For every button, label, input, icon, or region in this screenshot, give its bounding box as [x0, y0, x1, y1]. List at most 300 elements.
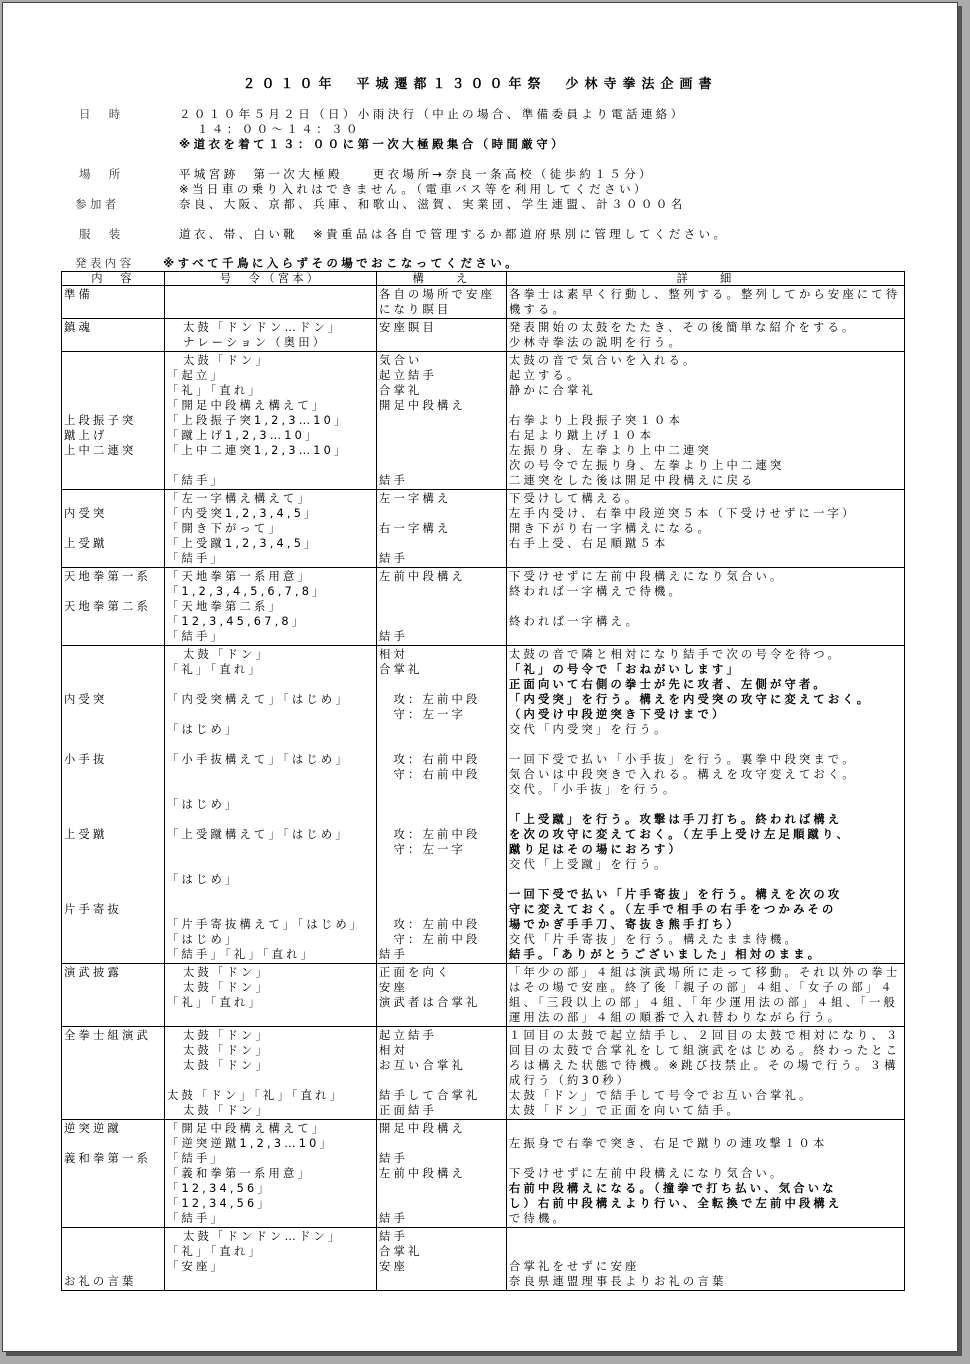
cell-line: 「小手抜構えて」「はじめ」 — [167, 753, 350, 766]
cell-line — [64, 842, 162, 857]
cell-line — [64, 1259, 162, 1274]
cell-line — [64, 398, 162, 413]
cell-line: 合掌礼 — [379, 1245, 423, 1258]
table-row — [62, 646, 905, 964]
cell-line: 次の号令で左振り身、左拳より上中二連突 — [509, 459, 785, 472]
cell-line: 「結手」 — [167, 474, 225, 487]
cell-line — [379, 413, 504, 428]
cell-line — [379, 782, 504, 797]
cell-line: 安座 — [379, 1260, 408, 1273]
cell-line — [379, 614, 504, 629]
cell-line — [509, 551, 902, 566]
cell-line — [167, 458, 374, 473]
cell-line: 「安座」 — [167, 1260, 225, 1273]
cell-line: 上受蹴 — [64, 828, 108, 841]
stance-cell — [377, 1228, 507, 1291]
stance-cell — [377, 490, 507, 568]
cell-line: 片手寄抜 — [64, 903, 122, 916]
cell-line — [509, 1229, 902, 1244]
cell-line: 「礼」「直れ」 — [167, 996, 263, 1009]
cell-line — [64, 857, 162, 872]
cell-line — [379, 857, 504, 872]
cell-line — [509, 629, 902, 644]
cell-line: 開足中段構え — [379, 1122, 466, 1135]
cell-line: 内受突 — [64, 507, 108, 520]
cell-line: 「上受蹴構えて」「はじめ」 — [167, 828, 350, 841]
cell-line: ナレーション（奥田） — [183, 336, 328, 349]
cell-line: 開足中段構え — [379, 399, 466, 412]
cell-line: 「開足中段構え構えて」 — [167, 399, 327, 412]
cell-line — [64, 707, 162, 722]
cell-line: 準備 — [64, 288, 93, 301]
header-content: 内 容 — [62, 272, 165, 286]
cell-line — [167, 782, 374, 797]
cell-line — [167, 767, 374, 782]
detail-cell — [507, 568, 905, 646]
cell-line: 太鼓「ドン」 — [183, 1059, 270, 1072]
document-page — [2, 2, 958, 1352]
detail-cell — [507, 286, 905, 319]
cell-line: （内受け中段逆突き下受けまで） — [509, 708, 727, 721]
cell-line: お礼の言葉 — [64, 1275, 137, 1288]
cell-line — [379, 1196, 504, 1211]
attire-label: 服 装 — [79, 227, 124, 241]
cell-line — [64, 782, 162, 797]
cell-line — [64, 584, 162, 599]
cell-line — [379, 722, 504, 737]
cell-line: 結手 — [379, 1230, 408, 1243]
cell-line — [379, 428, 504, 443]
cell-line — [167, 887, 374, 902]
cell-line: 終われば一字構え。 — [509, 615, 641, 628]
cell-line — [379, 458, 504, 473]
place-note: ※当日車の乗り入れはできません。（電車バス等を利用してください） — [179, 182, 649, 196]
cell-line: 場でかぎ手手刀、寄抜き熊手打ち） — [509, 918, 741, 931]
cell-line: 「12,34,56」 — [167, 1182, 272, 1195]
assembly-note: ※道衣を着て１３：００に第一次大極殿集合（時間厳守） — [179, 137, 567, 151]
cell-line — [167, 707, 374, 722]
content-cell — [62, 319, 165, 352]
table-row — [62, 1027, 905, 1120]
cell-line: 「天地拳第二系」 — [167, 600, 283, 613]
cell-line — [64, 647, 162, 662]
place-value: 平城宮跡 第一次大極殿 更衣場所→奈良一条高校（徒歩約１５分） — [179, 167, 654, 181]
cell-line — [509, 1121, 902, 1136]
cell-line: 「逆突逆蹴1,2,3…10」 — [167, 1137, 334, 1150]
cell-line: 攻：右前中段 — [379, 753, 481, 766]
cell-line: 蹴上げ — [64, 429, 108, 442]
cell-line — [379, 812, 504, 827]
detail-cell — [507, 352, 905, 490]
cell-line — [64, 1244, 162, 1259]
cell-line: 開き下がり右一字構えになる。 — [509, 522, 712, 535]
content-cell — [62, 286, 165, 319]
cell-line: 「はじめ」 — [167, 873, 240, 886]
cell-line: 終われば一字構えで待機。 — [509, 585, 683, 598]
cell-line: 「はじめ」 — [167, 933, 240, 946]
cell-line — [379, 1181, 504, 1196]
cell-line: 演武者は合掌礼 — [379, 996, 481, 1009]
cell-line: 下受けせずに左前中段構えになり気合い。 — [509, 570, 785, 583]
header-command: 号 令（宮本） — [165, 272, 377, 286]
content-cell — [62, 490, 165, 568]
cell-line: 下受けして構える。 — [509, 492, 640, 505]
header-stance: 構 え — [377, 272, 507, 286]
cell-line: 左前中段構え — [379, 1167, 466, 1180]
stance-cell — [377, 568, 507, 646]
cell-line — [64, 737, 162, 752]
cell-line: 交代。「小手抜」を行う。 — [509, 783, 678, 796]
content-cell — [62, 568, 165, 646]
command-cell — [165, 1120, 377, 1228]
cell-line: 一回下受で払い「小手抜」を行う。裏拳中段突まで。 — [509, 753, 857, 766]
content-cell — [62, 1120, 165, 1228]
cell-line: 「開き下がって」 — [167, 522, 283, 535]
cell-line — [167, 902, 374, 917]
table-row — [62, 964, 905, 1027]
cell-line: 静かに合掌礼 — [509, 384, 596, 397]
cell-line — [64, 932, 162, 947]
cell-line — [64, 1136, 162, 1151]
cell-line: お互い合掌礼 — [379, 1059, 466, 1072]
cell-line: 天地拳第一系 — [64, 570, 151, 583]
cell-line: 天地拳第二系 — [64, 600, 151, 613]
command-cell — [165, 1027, 377, 1120]
cell-line — [64, 1229, 162, 1244]
cell-line: 結手 — [379, 1152, 408, 1165]
cell-line: 「上受蹴1,2,3,4,5」 — [167, 537, 319, 550]
event-info — [3, 3, 957, 273]
program-label: 発表内容 — [75, 256, 135, 270]
cell-line: 「年少の部」４組は演武場所に走って移動。それ以外の拳士はその場で安座。終了後「親子の部」４組、「女子の部」４組、「三段以上の部」４組、「年少運用法の部」４組、「一般運用法の部」４組の順番で入れ替わりながら行う。 — [509, 966, 901, 1024]
cell-line: 太鼓「ドン」「礼」「直れ」 — [167, 1089, 345, 1102]
cell-line — [167, 812, 374, 827]
cell-line — [64, 887, 162, 902]
cell-line — [379, 536, 504, 551]
cell-line: 太鼓「ドン」 — [183, 1029, 270, 1042]
cell-line — [64, 722, 162, 737]
cell-line — [167, 1073, 374, 1088]
cell-line: 「礼」「直れ」 — [167, 1245, 263, 1258]
cell-line: 正面結手 — [379, 1104, 437, 1117]
cell-line — [509, 737, 902, 752]
cell-line: で待機。 — [509, 1212, 567, 1225]
command-cell — [165, 352, 377, 490]
cell-line: 下受けせずに左前中段構えになり気合い。 — [509, 1167, 785, 1180]
cell-line — [64, 368, 162, 383]
cell-line: 発表開始の太鼓をたたき、その後簡単な紹介をする。 — [509, 321, 857, 334]
cell-line: 「1,2,3,4,5,6,7,8」 — [167, 585, 327, 598]
cell-line: 交代「上受蹴」を行う。 — [509, 858, 669, 871]
cell-line — [64, 677, 162, 692]
cell-line: 義和拳第一系 — [64, 1152, 151, 1165]
table-body — [62, 286, 905, 1291]
cell-line: 太鼓「ドンドン…ドン」 — [183, 1230, 343, 1243]
table-row — [62, 352, 905, 490]
cell-line: 太鼓「ドン」で結手して号令でお互い合掌礼。 — [509, 1089, 814, 1102]
cell-line: 右前中段構えになる。（撞拳で打ち払い、気合いな — [509, 1182, 837, 1195]
cell-line — [379, 1274, 504, 1289]
cell-line: 少林寺拳法の説明を行う。 — [509, 336, 683, 349]
detail-cell — [507, 319, 905, 352]
cell-line: 起立結手 — [379, 369, 437, 382]
cell-line: 一回下受で払い「片手寄抜」を行う。構えを次の攻 — [509, 888, 843, 901]
cell-line — [379, 443, 504, 458]
cell-line — [64, 491, 162, 506]
command-cell — [165, 286, 377, 319]
cell-line: 「はじめ」 — [167, 798, 240, 811]
cell-line: 右手上受、右足順蹴５本 — [509, 537, 669, 550]
content-cell — [62, 964, 165, 1027]
cell-line: 守に変えておく。（左手で相手の右手をつかみその — [509, 903, 837, 916]
cell-line: 左一字構え — [379, 492, 452, 505]
cell-line: 攻：左前中段 — [379, 918, 481, 931]
cell-line — [509, 1151, 902, 1166]
cell-line — [509, 797, 902, 812]
stance-cell — [377, 1120, 507, 1228]
cell-line: 起立結手 — [379, 1029, 437, 1042]
cell-line — [167, 287, 374, 302]
table-row — [62, 1228, 905, 1291]
cell-line — [64, 521, 162, 536]
cell-line: 交代「片手寄抜」を行う。構えたまま待機。 — [509, 933, 799, 946]
cell-line — [64, 383, 162, 398]
cell-line: 正面を向く — [379, 966, 452, 979]
cell-line: 攻：左前中段 — [379, 693, 481, 706]
cell-line: 「上段振子突1,2,3…10」 — [167, 414, 349, 427]
cell-line: 左前中段構え — [379, 570, 466, 583]
cell-line: 内受突 — [64, 693, 108, 706]
cell-line: 「12,34,56」 — [167, 1197, 272, 1210]
cell-line: 守：左一字 — [379, 708, 466, 721]
cell-line: 全拳士組演武 — [64, 1029, 151, 1042]
detail-cell — [507, 646, 905, 964]
place-label: 場 所 — [79, 167, 124, 181]
cell-line — [64, 767, 162, 782]
cell-line: 起立する。 — [509, 369, 582, 382]
participants-label: 参加者 — [75, 197, 120, 211]
cell-line: 「内受突1,2,3,4,5」 — [167, 507, 319, 520]
cell-line: 相対 — [379, 1044, 408, 1057]
cell-line: 左手内受け、右拳中段逆突５本（下受けせずに一字） — [509, 507, 857, 520]
cell-line — [167, 677, 374, 692]
cell-line: 逆突逆蹴 — [64, 1122, 122, 1135]
cell-line: 「結手」 — [167, 1152, 225, 1165]
stance-cell — [377, 964, 507, 1027]
cell-line: 結手 — [379, 630, 408, 643]
cell-line: 気合い — [379, 354, 423, 367]
cell-line — [64, 353, 162, 368]
cell-line: 「開足中段構え構えて」 — [167, 1122, 327, 1135]
cell-line: を次の攻守に変えておく。（左手上受け左足順蹴り、 — [509, 828, 852, 841]
cell-line: 「蹴上げ1,2,3…10」 — [167, 429, 320, 442]
cell-line — [167, 842, 374, 857]
cell-line: 二連突をした後は開足中段構えに戻る — [509, 474, 756, 487]
cell-line: 「左一字構え構えて」 — [167, 492, 312, 505]
cell-line: 上段振子突 — [64, 414, 137, 427]
cell-line — [509, 398, 902, 413]
cell-line — [379, 797, 504, 812]
detail-cell — [507, 964, 905, 1027]
cell-line: 太鼓「ドンドン…ドン」 — [183, 321, 343, 334]
cell-line: 「礼」の号令で「おねがいします」 — [509, 663, 741, 676]
cell-line: 太鼓「ドン」 — [183, 966, 270, 979]
cell-line: 守：左一字 — [379, 843, 466, 856]
cell-line — [509, 599, 902, 614]
cell-line — [64, 473, 162, 488]
content-cell — [62, 1027, 165, 1120]
cell-line: 気合いは中段突きで入れる。構えを攻守変えておく。 — [509, 768, 857, 781]
content-cell — [62, 352, 165, 490]
cell-line: し）右前中段構えより行い、全転換で左前中段構え — [509, 1197, 843, 1210]
cell-line — [64, 797, 162, 812]
cell-line: 結手して合掌礼 — [379, 1089, 481, 1102]
cell-line — [379, 887, 504, 902]
cell-line: 「片手寄抜構えて」「はじめ」 — [167, 918, 365, 931]
cell-line — [379, 902, 504, 917]
cell-line: 守：右前中段 — [379, 768, 481, 781]
command-cell — [165, 1228, 377, 1291]
cell-line: 安座瞑目 — [379, 321, 437, 334]
command-cell — [165, 646, 377, 964]
cell-line: 右足より蹴上げ１０本 — [509, 429, 654, 442]
cell-line: 安座 — [379, 981, 408, 994]
detail-cell — [507, 490, 905, 568]
stance-cell — [377, 646, 507, 964]
cell-line: 「礼」「直れ」 — [167, 663, 263, 676]
cell-line: 結手 — [379, 1212, 408, 1225]
stance-cell — [377, 286, 507, 319]
cell-line — [167, 1274, 374, 1289]
table-row — [62, 490, 905, 568]
document-title: ２０１０年 平城遷都１３００年祭 少林寺拳法企画書 — [242, 77, 718, 92]
cell-line — [64, 812, 162, 827]
cell-line — [64, 872, 162, 887]
cell-line — [509, 1244, 902, 1259]
cell-line — [509, 872, 902, 887]
cell-line — [379, 506, 504, 521]
command-cell — [165, 568, 377, 646]
cell-line: 鎮魂 — [64, 321, 93, 334]
program-note: ※すべて千鳥に入らずその場でおこなってください。 — [163, 256, 521, 270]
cell-line — [64, 551, 162, 566]
stance-cell — [377, 319, 507, 352]
cell-line: 「結手」 — [167, 630, 225, 643]
cell-line: 正面向いて右側の拳士が先に攻者、左側が守者。 — [509, 678, 828, 691]
detail-cell — [507, 1228, 905, 1291]
cell-line: 蹴り足はその場におろす） — [509, 843, 683, 856]
cell-line: 奈良県連盟理事長よりお礼の言葉 — [509, 1275, 727, 1288]
cell-line — [379, 599, 504, 614]
cell-line — [379, 1136, 504, 1151]
stance-cell — [377, 352, 507, 490]
cell-line — [379, 872, 504, 887]
cell-line: 上中二連突 — [64, 444, 137, 457]
cell-line: 交代「内受突」を行う。 — [509, 723, 669, 736]
cell-line — [379, 737, 504, 752]
cell-line: 攻：左前中段 — [379, 828, 481, 841]
cell-line: 「礼」「直れ」 — [167, 384, 263, 397]
content-cell — [62, 1228, 165, 1291]
cell-line: 結手。「ありがとうございました」相対のまま。 — [509, 948, 823, 961]
cell-line: 「結手」 — [167, 1212, 225, 1225]
cell-line: 太鼓の音で気合いを入れる。 — [509, 354, 698, 367]
cell-line: 各拳士は素早く行動し、整列する。整列してから安座にて待機する。 — [509, 288, 901, 316]
cell-line — [167, 857, 374, 872]
date-label: 日 時 — [79, 107, 124, 121]
cell-line: 合掌礼 — [379, 663, 423, 676]
cell-line: １回目の太鼓で起立結手し、２回目の太鼓で相対になり、３回目の太鼓で合掌礼をして組演武をはじめる。終わったところは構えた状態で待機。※跳び技禁止。その場で行う。３構成行う（約30秒） — [509, 1029, 901, 1087]
cell-line — [64, 917, 162, 932]
command-cell — [165, 319, 377, 352]
cell-line: 「12,3,45,67,8」 — [167, 615, 307, 628]
cell-line: 「義和拳第一系用意」 — [167, 1167, 312, 1180]
cell-line — [379, 584, 504, 599]
cell-line: 左振身で右拳で突き、右足で蹴りの連攻撃１０本 — [509, 1137, 828, 1150]
cell-line: 結手 — [379, 552, 408, 565]
cell-line — [64, 458, 162, 473]
cell-line — [379, 1073, 504, 1088]
cell-line: 「結手」 — [167, 552, 225, 565]
command-cell — [165, 964, 377, 1027]
stance-cell — [377, 1027, 507, 1120]
cell-line: 太鼓の音で隣と相対になり結手で次の号令を待つ。 — [509, 648, 842, 661]
program-table — [61, 271, 905, 1291]
cell-line: 合掌礼 — [379, 384, 423, 397]
cell-line — [167, 737, 374, 752]
cell-line: 太鼓「ドン」 — [183, 1104, 270, 1117]
cell-line — [64, 662, 162, 677]
time-value: １４：００〜１４：３０ — [197, 122, 361, 136]
cell-line: 「内受突」を行う。構えを内受突の攻守に変えておく。 — [509, 693, 872, 706]
cell-line: 「起立」 — [167, 369, 225, 382]
cell-line: 太鼓「ドン」 — [183, 981, 270, 994]
cell-line: 各自の場所で安座になり瞑目 — [379, 288, 495, 316]
cell-line: 太鼓「ドン」で正面を向いて結手。 — [509, 1104, 741, 1117]
cell-line: 守：左前中段 — [379, 933, 481, 946]
content-cell — [62, 646, 165, 964]
cell-line: 「結手」「礼」「直れ」 — [167, 948, 316, 961]
participants-value: 奈良、大阪、京都、兵庫、和歌山、滋賀、実業団、学生連盟、計３０００名 — [179, 197, 686, 211]
cell-line: 左振り身、左拳より上中二連突 — [509, 444, 712, 457]
cell-line: 太鼓「ドン」 — [183, 354, 270, 367]
cell-line: 右拳より上段振子突１０本 — [509, 414, 683, 427]
cell-line: 「上中二連突1,2,3…10」 — [167, 444, 349, 457]
table-row — [62, 286, 905, 319]
cell-line: 「はじめ」 — [167, 723, 240, 736]
table-row — [62, 1120, 905, 1228]
cell-line: 「天地拳第一系用意」 — [167, 570, 312, 583]
cell-line: 結手 — [379, 948, 408, 961]
header-detail: 詳 細 — [507, 272, 905, 286]
detail-cell — [507, 1027, 905, 1120]
cell-line: 「内受突構えて」「はじめ」 — [167, 693, 350, 706]
attire-value: 道衣、帯、白い靴 ※貴重品は各自で管理するか都道府県別に管理してください。 — [179, 227, 729, 241]
cell-line: 演武披露 — [64, 966, 122, 979]
table-row — [62, 568, 905, 646]
cell-line: 相対 — [379, 648, 408, 661]
cell-line: 右一字構え — [379, 522, 452, 535]
cell-line: 太鼓「ドン」 — [183, 1044, 270, 1057]
table-header-row — [62, 272, 905, 286]
date-value: ２０１０年５月２日（日）小雨決行（中止の場合、準備委員より電話連絡） — [179, 107, 686, 121]
cell-line: 「上受蹴」を行う。攻撃は手刀打ち。終われば構え — [509, 813, 843, 826]
cell-line: 結手 — [379, 474, 408, 487]
cell-line: 合掌礼をせずに安座 — [509, 1260, 640, 1273]
command-cell — [165, 490, 377, 568]
cell-line — [379, 677, 504, 692]
table-row — [62, 319, 905, 352]
